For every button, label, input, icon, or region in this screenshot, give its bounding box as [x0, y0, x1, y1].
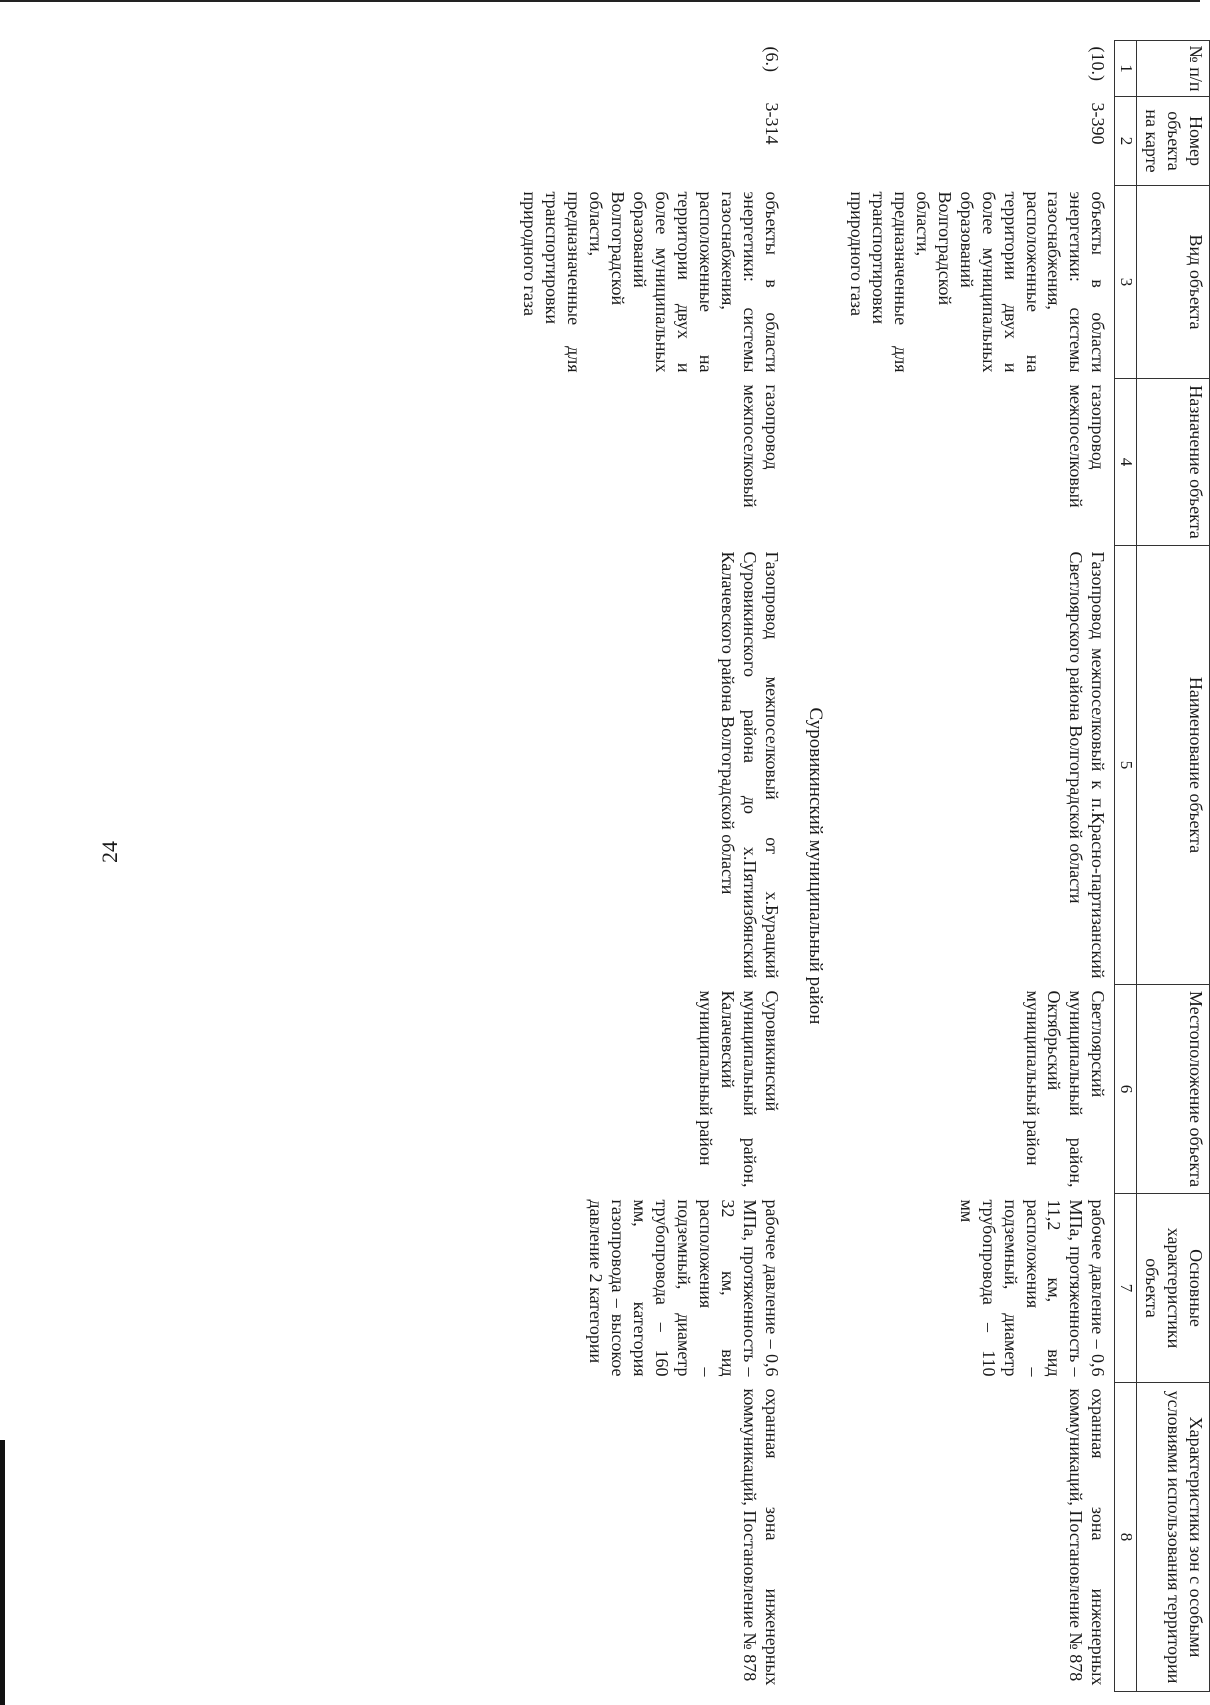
- table-row: [514, 41, 787, 1692]
- column-number: 1: [1115, 41, 1137, 97]
- column-number: 5: [1115, 546, 1137, 985]
- header-cell-characteristics: Основные характеристики объекта: [1137, 1194, 1210, 1383]
- cell-kind: объекты в области энергетики: системы газоснабжения, расположенные на территории двух и более муниципальных образований Волгоградской области, предназначенные для транспортировки природного газа: [846, 191, 1109, 373]
- cell-num: (10.): [1088, 46, 1109, 81]
- header-cell-map-id: Номер объекта на карте: [1137, 97, 1210, 186]
- cell-zones: охранная зона инженерных коммуникаций, Постановление № 878: [739, 1388, 782, 1686]
- table-body: [514, 41, 1115, 1692]
- document-sheet: [170, 40, 1210, 1700]
- column-number: 4: [1115, 379, 1137, 546]
- cell-location: Светлоярский муниципальный район, Октябрьский муниципальный район: [1022, 990, 1109, 1188]
- cell-characteristics: рабочее давление – 0,6 МПа, протяженность – 32 км, вид расположения – подземный, диаметр трубопровода – 160 мм, категория газопровода – высокое давление 2 категории: [586, 1199, 782, 1377]
- header-cell-num: № п/п: [1137, 41, 1210, 97]
- cell-characteristics: рабочее давление – 0,6 МПа, протяженность – 11,2 км, вид расположения – подземный, диаметр трубопровода – 110 мм: [956, 1199, 1109, 1377]
- header-cell-purpose: Назначение объекта: [1137, 379, 1210, 546]
- cell-purpose: газопровод межпоселковый: [739, 384, 782, 508]
- cell-kind: объекты в области энергетики: системы газоснабжения, расположенные на территории двух и более муниципальных образований Волгоградской области, предназначенные для транспортировки природного газа: [520, 191, 782, 373]
- scan-edge-top: [0, 0, 1200, 2]
- header-row: [1137, 41, 1210, 1692]
- cell-map-id: 3-314: [761, 102, 782, 145]
- cell-zones: охранная зона инженерных коммуникаций, Постановление № 878: [1066, 1388, 1109, 1686]
- cell-name: Газопровод межпоселковый к п.Красно-партизанский Светлоярского района Волгоградской области: [1066, 551, 1109, 979]
- column-number: 8: [1115, 1383, 1137, 1692]
- header-cell-zones: Характеристики зон с особыми условиями использования территории: [1137, 1383, 1210, 1692]
- scan-edge-left: [0, 1440, 5, 1705]
- column-number: 7: [1115, 1194, 1137, 1383]
- column-number: 3: [1115, 186, 1137, 379]
- objects-table: [514, 40, 1210, 1692]
- cell-purpose: газопровод межпоселковый: [1066, 384, 1109, 508]
- header-cell-location: Местоположение объекта: [1137, 985, 1210, 1194]
- cell-map-id: 3-390: [1088, 102, 1109, 145]
- header-cell-kind: Вид объекта: [1137, 186, 1210, 379]
- cell-name: Газопровод межпоселковый от х.Бурацкий Суровикинского района до х.Пятиизбянский Калачевского района Волгоградской области: [717, 551, 782, 979]
- table-row: [841, 41, 1115, 1692]
- column-number-row: [1115, 41, 1137, 1692]
- column-number: 2: [1115, 97, 1137, 186]
- section-row: [788, 41, 841, 1692]
- document-table-area: [170, 40, 1210, 1700]
- header-cell-name: Наименование объекта: [1137, 546, 1210, 985]
- column-number: 6: [1115, 985, 1137, 1194]
- cell-num: (6.): [761, 46, 782, 72]
- section-title: Суровикинский муниципальный район: [804, 707, 826, 1025]
- page-number: 24: [97, 841, 122, 863]
- cell-location: Суровикинский муниципальный район, Калачевский муниципальный район: [695, 990, 782, 1188]
- table-header: [1115, 41, 1210, 1692]
